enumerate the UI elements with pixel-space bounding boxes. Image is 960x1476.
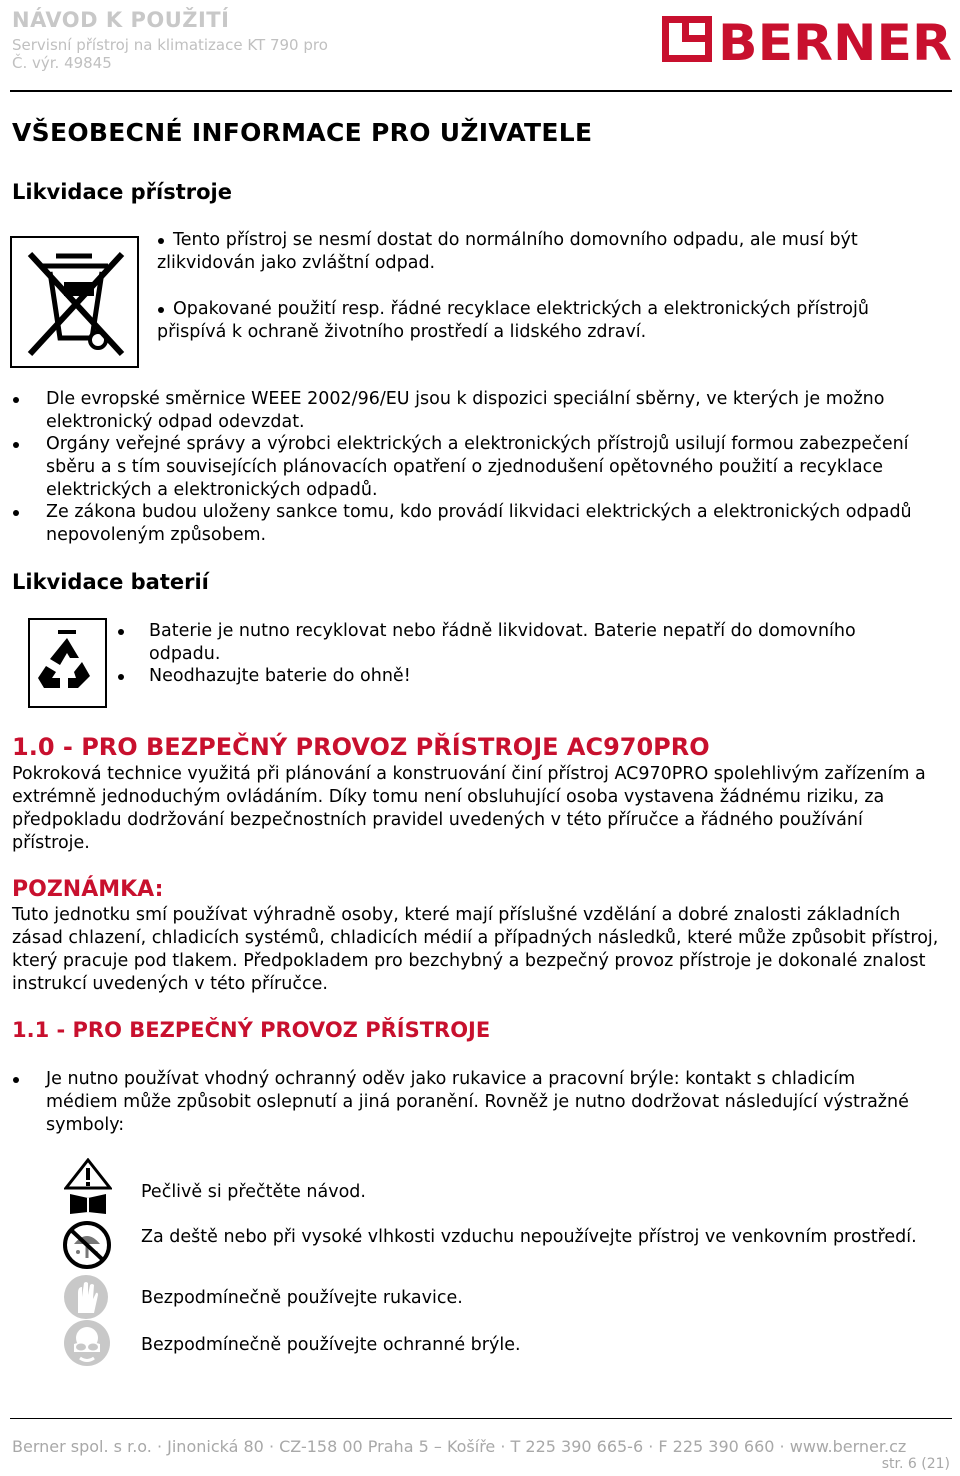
document-title: NÁVOD K POUŽITÍ [12, 8, 230, 32]
note-heading: POZNÁMKA: [12, 877, 164, 902]
section-1-0-heading: 1.0 - PRO BEZPEČNÝ PROVOZ PŘÍSTROJE AC970PRO [12, 733, 710, 761]
recycle-icon [30, 620, 105, 706]
symbol-text: Bezpodmínečně používejte ochranné brýle. [141, 1335, 521, 1355]
list-item: Dle evropské směrnice WEEE 2002/96/EU jsou k dispozici speciální sběrny, ve kterých je možno elektronický odpad odevzdat. [46, 388, 954, 434]
symbol-text: Pečlivě si přečtěte návod. [141, 1182, 366, 1202]
footer-contact: Berner spol. s r.o. · Jinonická 80 · CZ-158 00 Praha 5 – Košíře · T 225 390 665-6 · F 225 390 660 · www.berner.cz [12, 1437, 907, 1456]
main-heading: VŠEOBECNÉ INFORMACE PRO UŽIVATELE [12, 118, 593, 147]
list-item: Orgány veřejné správy a výrobci elektrických a elektronických přístrojů usilují formou zabezpečení sběru a s tím souvisejících plánovacích opatření o zjednodušení opětovného použití a recyklace elektrických a elektronických odpadů. [46, 433, 926, 502]
recycle-symbol-box [28, 618, 107, 708]
symbol-text: Bezpodmínečně používejte rukavice. [141, 1288, 463, 1308]
list-item: Tento přístroj se nesmí dostat do normálního domovního odpadu, ale musí být zlikvidován jako zvláštní odpad. [157, 230, 858, 273]
header-divider [10, 90, 952, 92]
bullet-icon [118, 674, 124, 680]
footer-company: Berner spol. s r.o. [12, 1437, 152, 1456]
footer-address: Jinonická 80 · CZ-158 00 Praha 5 – Košíře · T 225 390 665-6 · F 225 390 660 · www.berner.cz [167, 1437, 907, 1456]
bullet-icon [13, 510, 19, 516]
bullet-icon [118, 629, 124, 635]
warning-read-manual-icon [64, 1158, 112, 1216]
wear-gloves-icon [62, 1273, 110, 1321]
list-item: Neodhazujte baterie do ohně! [149, 665, 919, 688]
bullet-icon [158, 238, 164, 244]
bullet-icon [158, 307, 164, 313]
section-1-1-heading: 1.1 - PRO BEZPEČNÝ PROVOZ PŘÍSTROJE [12, 1018, 491, 1042]
weee-symbol-box [10, 236, 139, 368]
list-item: Je nutno používat vhodný ochranný oděv jako rukavice a pracovní brýle: kontakt s chladicím médiem může způsobit oslepnutí a jiná poranění. Rovněž je nutno dodržovat následující výstražné symboly: [46, 1068, 926, 1137]
berner-logo [662, 12, 954, 66]
bullet-icon [13, 442, 19, 448]
note-paragraph: Tuto jednotku smí používat výhradně osoby, které mají příslušné vzdělání a dobré znalosti základních zásad chlazení, chladicích systémů, chladicích médií a případných následků, které může způsobit přístroj, který pracuje pod tlakem. Předpokladem pro bezchybný a bezpečný provoz přístroje je dokonalé znalost instrukcí uvedených v této příručce. [12, 905, 939, 994]
wear-goggles-icon [62, 1318, 112, 1368]
list-item: Ze zákona budou uloženy sankce tomu, kdo provádí likvidaci elektrických a elektronických odpadů nepovoleným způsobem. [46, 501, 926, 547]
bullet-icon [13, 1077, 19, 1083]
logo-wordmark: BERNER [718, 14, 952, 66]
document-subtitle: Servisní přístroj na klimatizace KT 790 pro [12, 36, 328, 54]
order-number: Č. výr. 49845 [12, 54, 112, 72]
bullet-icon [13, 397, 19, 403]
page-number: str. 6 (21) [881, 1456, 950, 1472]
footer-divider [10, 1418, 952, 1419]
disposal-heading: Likvidace přístroje [12, 180, 232, 204]
list-item: Opakované použití resp. řádné recyklace elektrických a elektronických přístrojů přispívá k ochraně životního prostředí a lidského zdraví. [157, 299, 869, 342]
symbol-text: Za deště nebo při vysoké vlhkosti vzduchu nepoužívejte přístroj ve venkovním prostředí. [141, 1227, 917, 1247]
no-wet-environment-icon [62, 1220, 112, 1270]
crossed-out-wheelie-bin-icon [12, 238, 137, 366]
section-1-0-paragraph: Pokroková technice využitá při plánování a konstruování činí přístroj AC970PRO spolehlivým zařízením a extrémně jednoduchým ovládáním. Díky tomu není obsluhující osoba vystavena žádnému riziku, za předpokladu dodržování bezpečnostních pravidel uvedených v této příručce a řádného používání přístroje. [12, 764, 926, 853]
batteries-heading: Likvidace baterií [12, 570, 209, 594]
list-item: Baterie je nutno recyklovat nebo řádně likvidovat. Baterie nepatří do domovního odpadu. [149, 620, 919, 666]
